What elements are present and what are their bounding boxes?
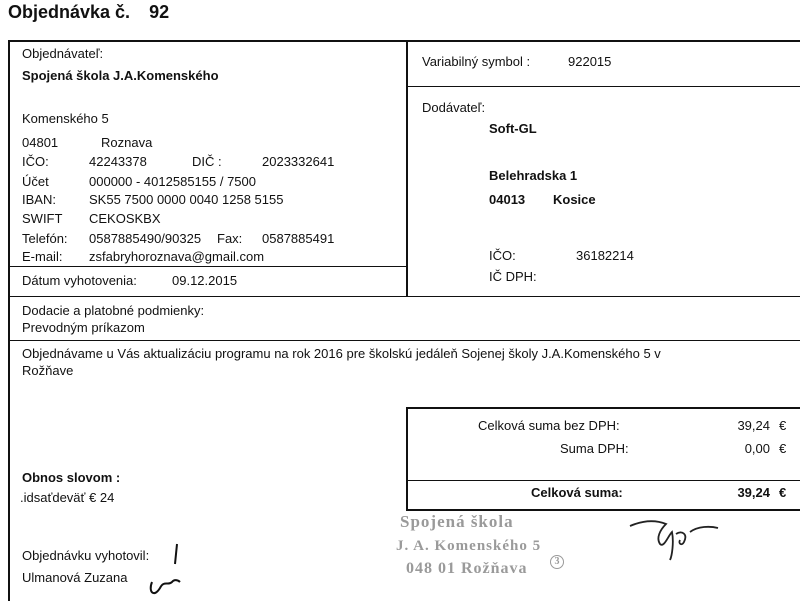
buyer-iban-label: IBAN: (22, 192, 56, 207)
frame-top (8, 40, 800, 42)
created-by-name: Ulmanová Zuzana (22, 570, 128, 585)
supplier-label: Dodávateľ: (422, 100, 486, 115)
supplier-city: Kosice (553, 192, 596, 207)
total-vat-label: Suma DPH: (560, 441, 629, 456)
date-divider-top (10, 266, 406, 267)
frame-left (8, 40, 10, 601)
stamp-line3: 048 01 Rožňava (406, 560, 528, 577)
stamp-line1: Spojená škola (400, 512, 514, 531)
buyer-account: 000000 - 4012585155 / 7500 (89, 174, 256, 189)
total-base-value: 39,24 (737, 418, 770, 433)
symbol-divider (406, 86, 800, 87)
buyer-label: Objednávateľ: (22, 46, 104, 61)
total-currency: € (779, 485, 787, 500)
approver-signature (626, 512, 722, 562)
total-value: 39,24 (737, 485, 770, 500)
page-title (8, 2, 169, 23)
buyer-city: Roznava (101, 135, 153, 150)
buyer-email-label: E-mail: (22, 249, 63, 264)
supplier-icdph-label: IČ DPH: (489, 269, 537, 284)
buyer-swift: CEKOSKBX (89, 211, 161, 226)
terms-value: Prevodným príkazom (22, 320, 145, 335)
total-vat-value: 0,00 (744, 441, 770, 456)
buyer-phone-label: Telefón: (22, 231, 68, 246)
total-base-currency: € (779, 418, 787, 433)
buyer-swift-label: SWIFT (22, 211, 63, 226)
total-base-label: Celková suma bez DPH: (478, 418, 620, 433)
supplier-street: Belehradska 1 (489, 168, 578, 183)
terms-divider (8, 340, 800, 341)
created-by-label: Objednávku vyhotovil: (22, 548, 150, 563)
title-label: Objednávka č. (8, 2, 131, 22)
supplier-ico-label: IČO: (489, 248, 516, 263)
buyer-ico: 42243378 (89, 154, 147, 169)
stamp-mark: 3 (550, 555, 564, 569)
order-text-line2: Rožňave (22, 363, 74, 378)
buyer-street: Komenského 5 (22, 111, 109, 126)
buyer-iban: SK55 7500 0000 0040 1258 5155 (89, 192, 284, 207)
buyer-zip: 04801 (22, 135, 59, 150)
buyer-account-label: Účet (22, 174, 49, 189)
total-label: Celková suma: (531, 485, 623, 500)
stamp-line2: J. A. Komenského 5 (396, 538, 542, 554)
amount-words-label: Obnos slovom : (22, 470, 121, 485)
order-text-line1: Objednávame u Vás aktualizáciu programu na rok 2016 pre školskú jedáleň Sojenej školy J.A.Komenského 5 v (22, 346, 661, 361)
variable-symbol-label: Variabilný symbol : (422, 54, 531, 69)
totals-divider (406, 480, 800, 481)
supplier-zip: 04013 (489, 192, 526, 207)
variable-symbol-value: 922015 (568, 54, 612, 69)
creator-signature (144, 542, 188, 600)
buyer-email: zsfabryhoroznava@gmail.com (89, 249, 265, 264)
buyer-fax-label: Fax: (217, 231, 243, 246)
terms-label: Dodacie a platobné podmienky: (22, 303, 205, 318)
buyer-dic-label: DIČ : (192, 154, 222, 169)
column-divider (406, 40, 408, 296)
buyer-name: Spojená škola J.A.Komenského (22, 68, 219, 83)
amount-words-value: .idsaťdeväť € 24 (20, 490, 115, 505)
total-vat-currency: € (779, 441, 787, 456)
order-number: 92 (149, 2, 170, 22)
supplier-name: Soft-GL (489, 121, 537, 136)
section-divider (8, 296, 800, 297)
buyer-dic: 2023332641 (262, 154, 335, 169)
buyer-ico-label: IČO: (22, 154, 49, 169)
date-value: 09.12.2015 (172, 273, 238, 288)
buyer-phone: 0587885490/90325 (89, 231, 202, 246)
supplier-ico: 36182214 (576, 248, 634, 263)
buyer-fax: 0587885491 (262, 231, 335, 246)
date-label: Dátum vyhotovenia: (22, 273, 137, 288)
